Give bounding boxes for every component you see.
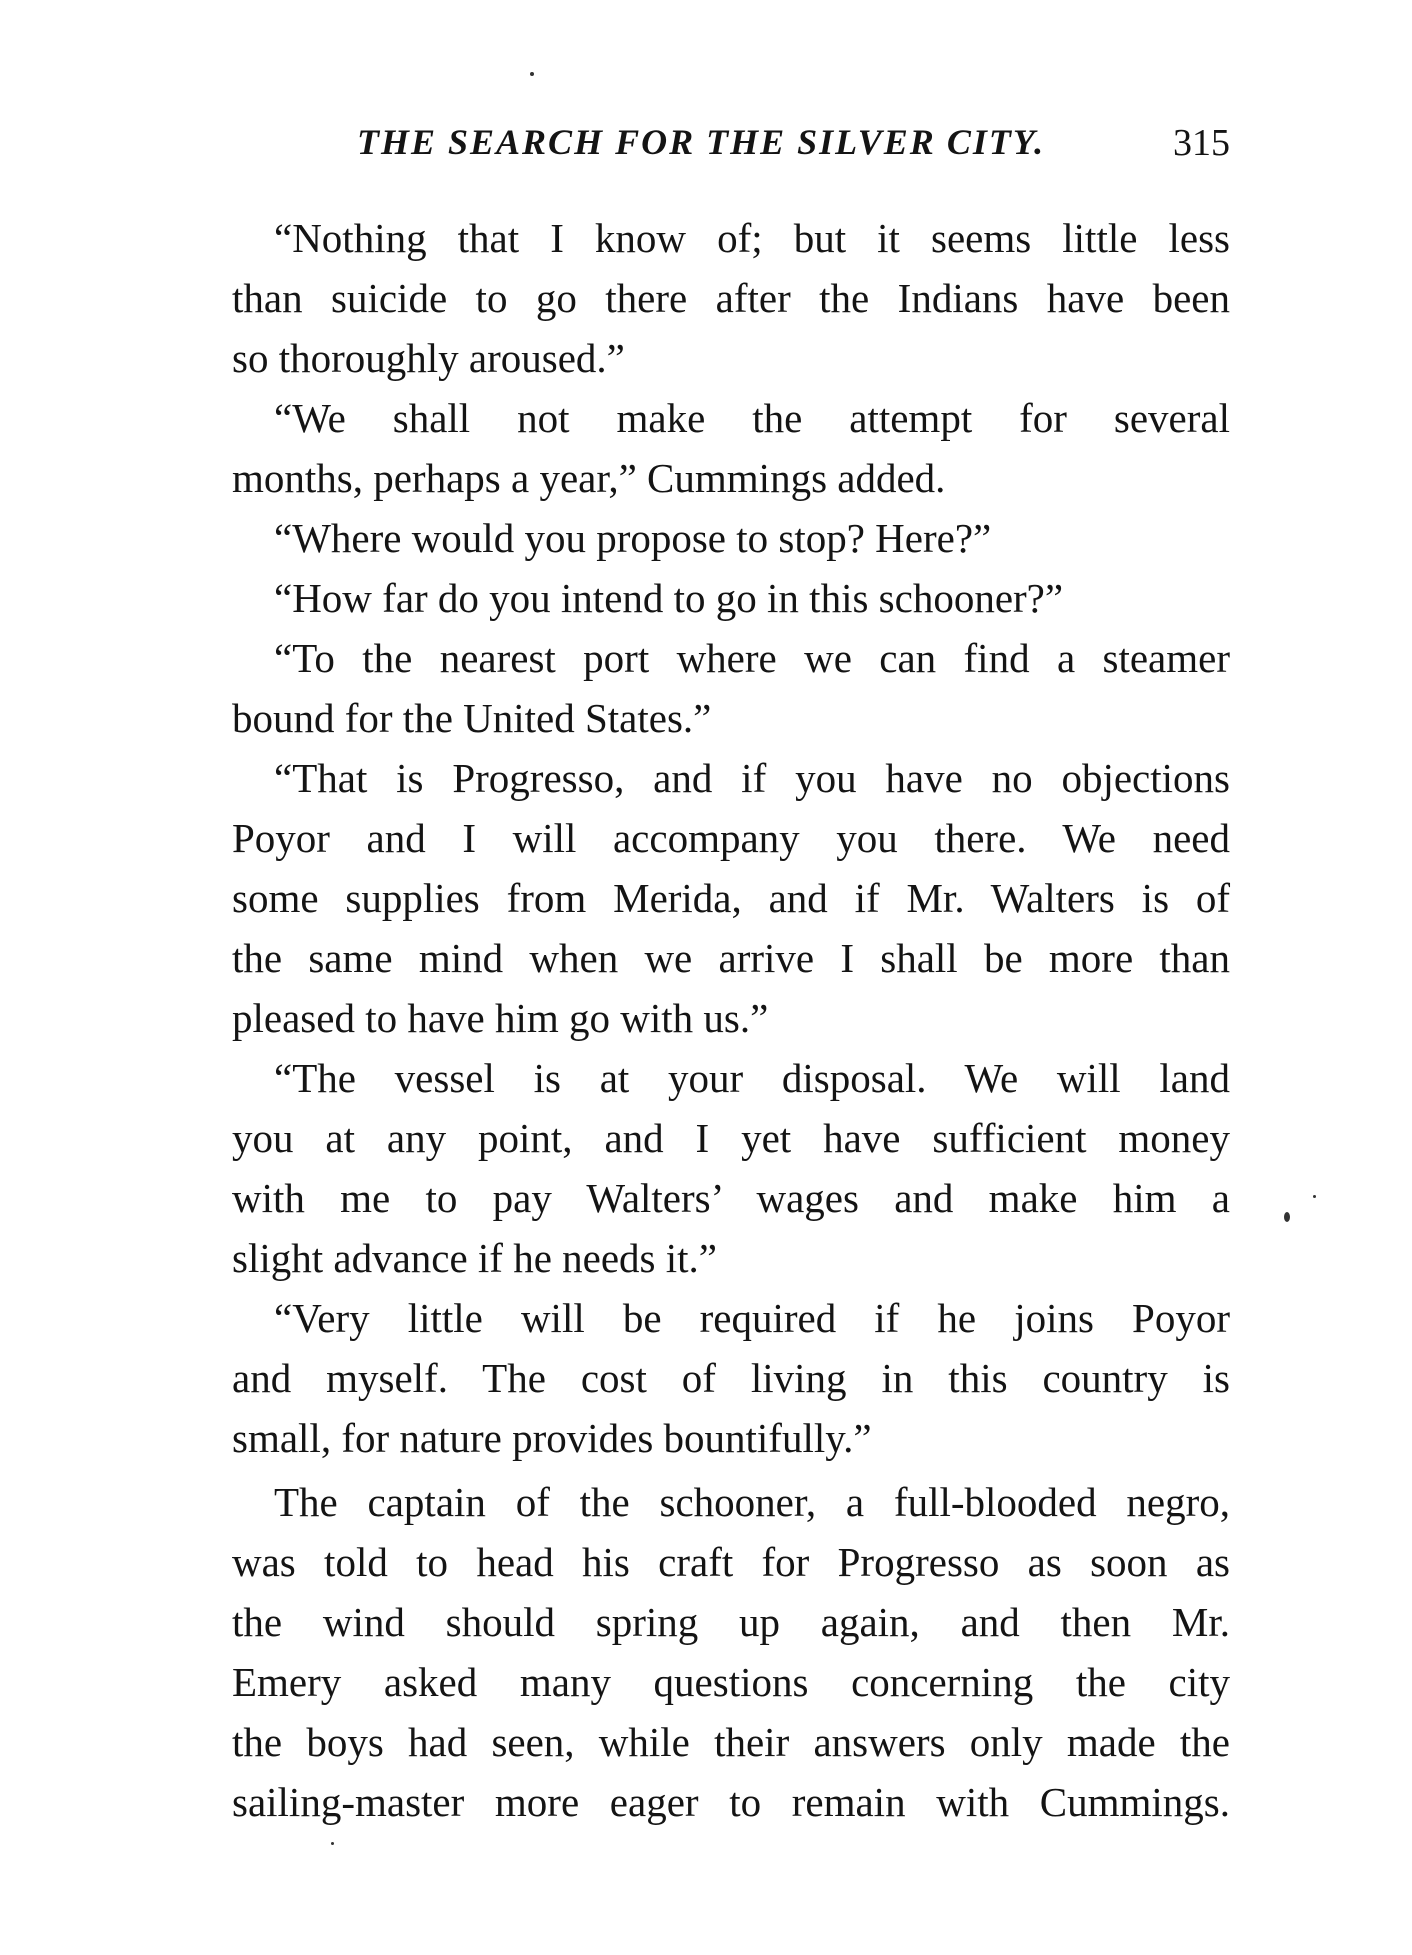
- text-line: pleased to have him go with us.”: [232, 995, 769, 1041]
- page-number: 315: [1173, 122, 1230, 164]
- scan-speck: [331, 1842, 334, 1845]
- scan-speck: [1313, 1195, 1316, 1198]
- text-line: Emery asked many questions concerning the city: [232, 1659, 1230, 1705]
- text-line: months, perhaps a year,” Cummings added.: [232, 455, 946, 501]
- text-line: some supplies from Merida, and if Mr. Walters is of: [232, 875, 1230, 921]
- text-line: “Nothing that I know of; but it seems little less: [274, 215, 1230, 261]
- text-line: “Very little will be required if he joins Poyor: [274, 1295, 1230, 1341]
- text-line: the boys had seen, while their answers only made the: [232, 1719, 1230, 1765]
- text-line: “The vessel is at your disposal. We will land: [274, 1055, 1230, 1101]
- text-line: than suicide to go there after the Indians have been: [232, 275, 1230, 321]
- text-line: was told to head his craft for Progresso as soon as: [232, 1539, 1230, 1585]
- text-line: so thoroughly aroused.”: [232, 335, 625, 381]
- body-text: [232, 208, 1230, 1832]
- text-line: you at any point, and I yet have sufficient money: [232, 1115, 1230, 1161]
- text-line: with me to pay Walters’ wages and make him a: [232, 1175, 1230, 1221]
- text-line: sailing-master more eager to remain with Cummings.: [232, 1779, 1230, 1825]
- text-line: the same mind when we arrive I shall be more than: [232, 935, 1230, 981]
- text-line: “Where would you propose to stop? Here?”: [274, 515, 992, 561]
- text-line: The captain of the schooner, a full-blooded negro,: [274, 1479, 1230, 1525]
- text-line: “We shall not make the attempt for several: [274, 395, 1230, 441]
- running-head: [357, 117, 1230, 177]
- text-line: slight advance if he needs it.”: [232, 1235, 717, 1281]
- text-line: bound for the United States.”: [232, 695, 712, 741]
- text-line: the wind should spring up again, and then Mr.: [232, 1599, 1230, 1645]
- text-line: Poyor and I will accompany you there. We need: [232, 815, 1230, 861]
- text-line: “To the nearest port where we can find a steamer: [274, 635, 1230, 681]
- scan-speck: [1284, 1212, 1290, 1222]
- running-title: THE SEARCH FOR THE SILVER CITY.: [357, 122, 1046, 162]
- text-line: “That is Progresso, and if you have no objections: [274, 755, 1230, 801]
- text-line: and myself. The cost of living in this country is: [232, 1355, 1230, 1401]
- text-line: small, for nature provides bountifully.”: [232, 1415, 872, 1461]
- scan-speck: [530, 72, 534, 76]
- text-line: “How far do you intend to go in this schooner?”: [274, 575, 1064, 621]
